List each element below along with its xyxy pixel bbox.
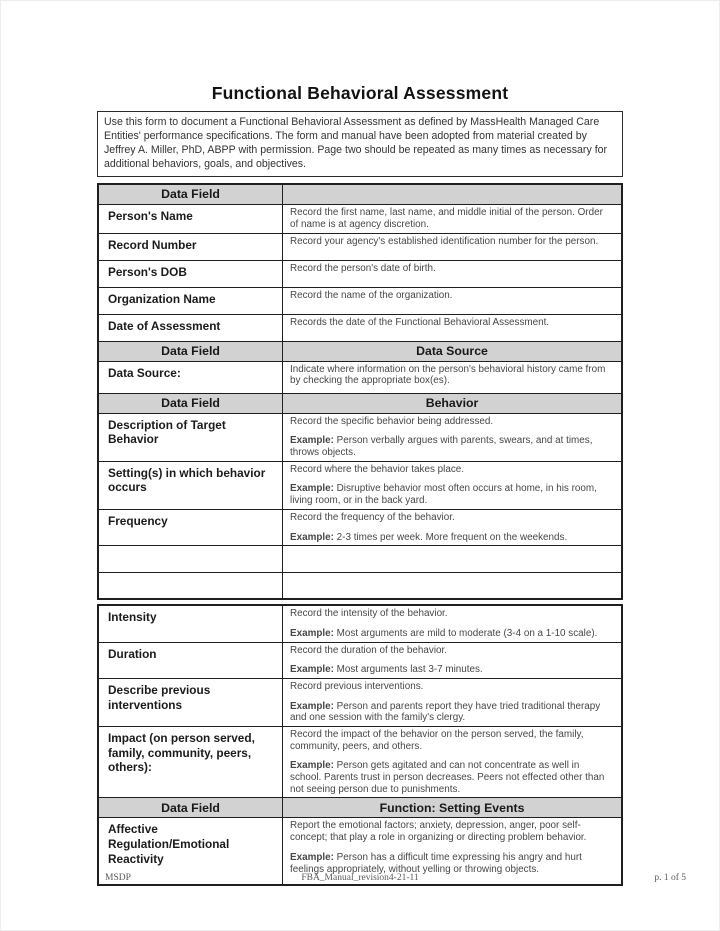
example-text: Most arguments are mild to moderate (3-4 on a 1-10 scale).	[336, 627, 598, 639]
field-description	[283, 205, 621, 232]
field-description	[283, 288, 621, 314]
table-row	[99, 462, 621, 510]
description-text: Record the intensity of the behavior.	[290, 608, 448, 620]
field-label: Describe previous interventions	[99, 679, 283, 726]
example-text: Most arguments last 3-7 minutes.	[336, 664, 483, 676]
example-paragraph	[290, 435, 613, 458]
description-text: Indicate where information on the person's behavioral history came from by checking the appropriate box(es).	[290, 363, 606, 387]
field-description	[283, 606, 621, 641]
header-section-title: Behavior	[425, 395, 479, 410]
description-text: Record the specific behavior being addressed.	[290, 415, 494, 427]
header-section-title: Data Source	[416, 343, 488, 358]
field-label: Record Number	[99, 234, 283, 260]
description-text: Record the name of the organization.	[290, 289, 453, 301]
example-paragraph	[290, 760, 613, 795]
empty-table-row	[99, 573, 621, 598]
description-text: Record the impact of the behavior on the person served, the family, community, peers, and others.	[290, 729, 584, 752]
example-paragraph	[290, 532, 613, 544]
field-label: Affective Regulation/Emotional Reactivity	[99, 818, 283, 884]
field-label: Date of Assessment	[99, 315, 283, 341]
field-description	[283, 414, 621, 461]
field-description	[283, 679, 621, 726]
header-data-field: Data Field	[99, 394, 283, 413]
field-label: Setting(s) in which behavior occurs	[99, 462, 283, 509]
table-row	[99, 643, 621, 679]
table-header-row	[99, 185, 621, 205]
field-label: Description of Target Behavior	[99, 414, 283, 461]
example-paragraph	[290, 664, 613, 676]
footer-page-number: p. 1 of 5	[654, 873, 686, 883]
empty-cell	[99, 546, 283, 572]
example-label: Example:	[290, 851, 334, 863]
example-paragraph	[290, 852, 613, 875]
table-row	[99, 315, 621, 342]
header-data-field: Data Field	[99, 798, 283, 817]
field-label: Duration	[99, 643, 283, 678]
table-row	[99, 362, 621, 394]
empty-cell	[283, 573, 621, 598]
intro-box: Use this form to document a Functional Behavioral Assessment as defined by MassHealth Managed Care Entities' performance specifications. The form and manual have been adopted from material created by Jeffrey A. Miller, PhD, ABPP with permission. Page two should be repeated as many times as necessary for additional behaviors, goals, and objectives.	[97, 111, 623, 177]
field-description	[283, 234, 621, 260]
example-text: Disruptive behavior most often occurs at home, in his room, living room, or in the back yard.	[290, 483, 597, 507]
table-row	[99, 727, 621, 798]
empty-table-row	[99, 546, 621, 573]
field-label: Intensity	[99, 606, 283, 641]
form-table-upper	[97, 183, 623, 600]
field-description	[283, 462, 621, 509]
field-description	[283, 510, 621, 545]
example-text: Person verbally argues with parents, swears, and at times, throws objects.	[290, 435, 593, 459]
page-footer	[1, 873, 719, 887]
table-header-row	[99, 798, 621, 818]
example-paragraph	[290, 483, 613, 506]
description-text: Record your agency's established identification number for the person.	[290, 235, 599, 247]
field-label: Data Source:	[99, 362, 283, 393]
description-text: Record the frequency of the behavior.	[290, 511, 455, 523]
example-text: Person gets agitated and can not concentrate as well in school. Parents trust in person decreases. Peers not effected other than not seeing person due to punishments.	[290, 760, 605, 795]
example-label: Example:	[290, 483, 334, 495]
field-label: Person's Name	[99, 205, 283, 232]
description-text: Records the date of the Functional Behavioral Assessment.	[290, 316, 550, 328]
example-label: Example:	[290, 760, 334, 772]
footer-org: MSDP	[105, 873, 131, 883]
header-data-field: Data Field	[99, 342, 283, 361]
field-description	[283, 261, 621, 287]
table-row	[99, 679, 621, 727]
description-text: Record the person's date of birth.	[290, 262, 436, 274]
header-section-title	[283, 185, 621, 204]
field-description	[283, 643, 621, 678]
table-row	[99, 205, 621, 233]
table-row	[99, 288, 621, 315]
table-header-row	[99, 394, 621, 414]
table-row	[99, 234, 621, 261]
table-row	[99, 510, 621, 546]
example-label: Example:	[290, 664, 334, 676]
description-text: Record previous interventions.	[290, 680, 424, 692]
header-data-field: Data Field	[99, 185, 283, 204]
field-label: Person's DOB	[99, 261, 283, 287]
field-description	[283, 727, 621, 797]
example-label: Example:	[290, 627, 334, 639]
field-label: Frequency	[99, 510, 283, 545]
footer-filename: FBA_Manual_revision4-21-11	[301, 873, 419, 883]
field-label: Impact (on person served, family, community, peers, others):	[99, 727, 283, 797]
example-label: Example:	[290, 700, 334, 712]
example-label: Example:	[290, 435, 334, 447]
example-text: 2-3 times per week. More frequent on the weekends.	[336, 531, 568, 543]
field-label: Organization Name	[99, 288, 283, 314]
page-title: Functional Behavioral Assessment	[211, 83, 509, 103]
empty-cell	[99, 573, 283, 598]
empty-cell	[283, 546, 621, 572]
table-row	[99, 606, 621, 642]
field-description	[283, 362, 621, 393]
example-text: Person has a difficult time expressing his angry and hurt feelings appropriately, without yelling or throwing objects.	[290, 851, 582, 875]
table-row	[99, 414, 621, 462]
example-paragraph	[290, 701, 613, 724]
header-section-title: Function: Setting Events	[379, 800, 525, 815]
description-text: Record where the behavior takes place.	[290, 463, 465, 475]
example-paragraph	[290, 628, 613, 640]
form-table-lower	[97, 604, 623, 886]
description-text: Record the first name, last name, and middle initial of the person. Order of name is at agency discretion.	[290, 207, 603, 230]
example-text: Person and parents report they have tried traditional therapy and one session with the family's clergy.	[290, 700, 601, 724]
description-text: Report the emotional factors; anxiety, depression, anger, poor self-concept; that play a role in organizing or directing problem behavior.	[290, 820, 587, 844]
table-row	[99, 261, 621, 288]
field-description	[283, 315, 621, 341]
table-header-row	[99, 342, 621, 362]
description-text: Record the duration of the behavior.	[290, 644, 448, 656]
example-label: Example:	[290, 531, 334, 543]
